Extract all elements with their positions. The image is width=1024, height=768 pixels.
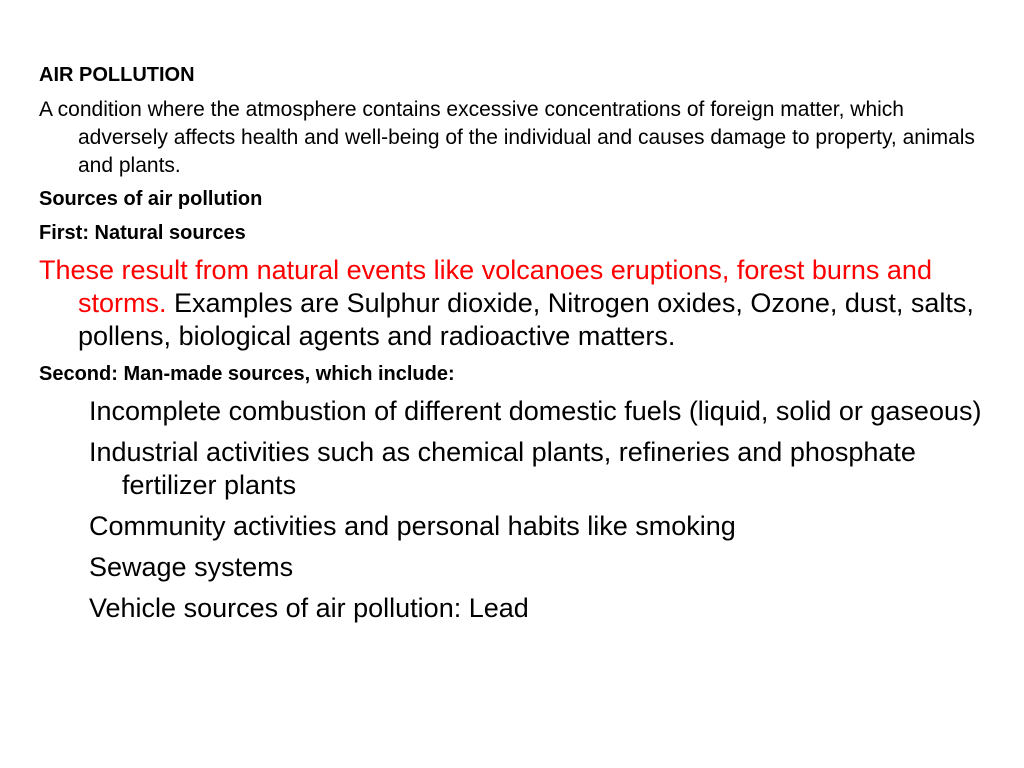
natural-sources-heading: First: Natural sources xyxy=(39,222,246,244)
list-item: Industrial activities such as chemical plants, refineries and phosphate fertilizer plants xyxy=(89,437,916,500)
slide-title: AIR POLLUTION xyxy=(39,64,195,86)
list-item: Community activities and personal habits like smoking xyxy=(89,511,736,541)
list-item: Vehicle sources of air pollution: Lead xyxy=(89,593,529,623)
natural-sources-text xyxy=(39,254,999,353)
manmade-sources-list xyxy=(39,395,999,625)
manmade-sources-heading: Second: Man-made sources, which include: xyxy=(39,363,455,385)
natural-sources-examples: Examples are Sulphur dioxide, Nitrogen oxides, Ozone, dust, salts, pollens, biological agents and radioactive matters. xyxy=(78,288,974,351)
list-item: Sewage systems xyxy=(89,552,294,582)
natural-sources-highlight: These result from natural events like volcanoes eruptions, forest burns and storms. xyxy=(39,255,932,318)
definition-text: A condition where the atmosphere contains excessive concentrations of foreign matter, which adversely affects health and well-being of the individual and causes damage to property, animals and plants. xyxy=(39,98,975,177)
sources-heading: Sources of air pollution xyxy=(39,188,263,210)
slide-content xyxy=(39,62,999,633)
list-item: Incomplete combustion of different domestic fuels (liquid, solid or gaseous) xyxy=(89,396,982,426)
